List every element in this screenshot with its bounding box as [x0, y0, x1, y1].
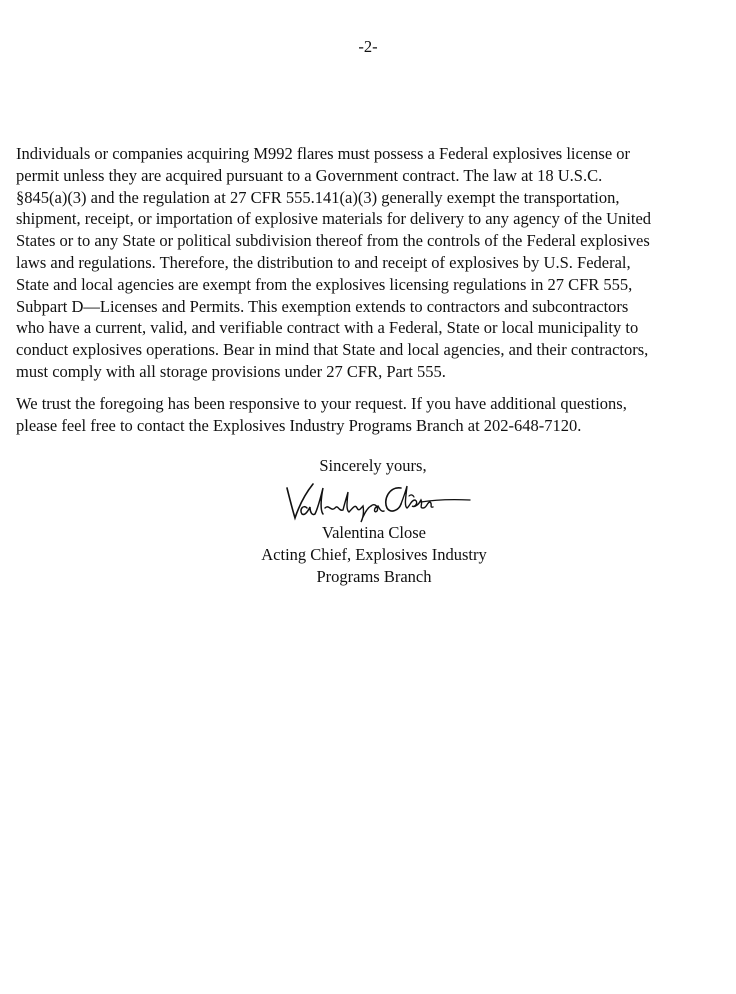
closing-salutation: Sincerely yours,	[319, 456, 427, 475]
paragraph-line: §845(a)(3) and the regulation at 27 CFR 555.141(a)(3) generally exempt the transportation,	[16, 187, 620, 207]
body-paragraph-contact	[16, 393, 724, 437]
signer-name: Valentina Close	[321, 523, 427, 542]
paragraph-line: permit unless they are acquired pursuant to a Government contract. The law at 18 U.S.C.	[16, 165, 603, 185]
paragraph-line: Subpart D—Licenses and Permits. This exemption extends to contractors and subcontractors	[16, 296, 629, 316]
paragraph-line: shipment, receipt, or importation of explosive materials for delivery to any agency of the United	[16, 209, 652, 229]
paragraph-line: laws and regulations. Therefore, the distribution to and receipt of explosives by U.S. Federal,	[16, 252, 631, 272]
handwritten-signature	[283, 478, 473, 524]
paragraph-line: States or to any State or political subdivision thereof from the controls of the Federal explosives	[16, 231, 650, 251]
signer-title-line-1: Acting Chief, Explosives Industry	[261, 544, 487, 564]
page-number: -2-	[358, 37, 378, 56]
signature-block	[240, 522, 508, 587]
body-paragraph-licensing	[16, 143, 724, 383]
signer-title-line-2: Programs Branch	[316, 566, 432, 586]
paragraph-line: Individuals or companies acquiring M992 flares must possess a Federal explosives license or	[16, 144, 631, 163]
paragraph-line: must comply with all storage provisions under 27 CFR, Part 555.	[16, 361, 446, 381]
paragraph-line: please feel free to contact the Explosives Industry Programs Branch at 202-648-7120.	[16, 415, 582, 435]
paragraph-line: State and local agencies are exempt from the explosives licensing regulations in 27 CFR 555,	[16, 274, 633, 294]
paragraph-line: We trust the foregoing has been responsive to your request. If you have additional questions,	[16, 394, 627, 413]
paragraph-line: who have a current, valid, and verifiable contract with a Federal, State or local municipality to	[16, 318, 639, 338]
paragraph-line: conduct explosives operations. Bear in mind that State and local agencies, and their contractors,	[16, 340, 649, 360]
